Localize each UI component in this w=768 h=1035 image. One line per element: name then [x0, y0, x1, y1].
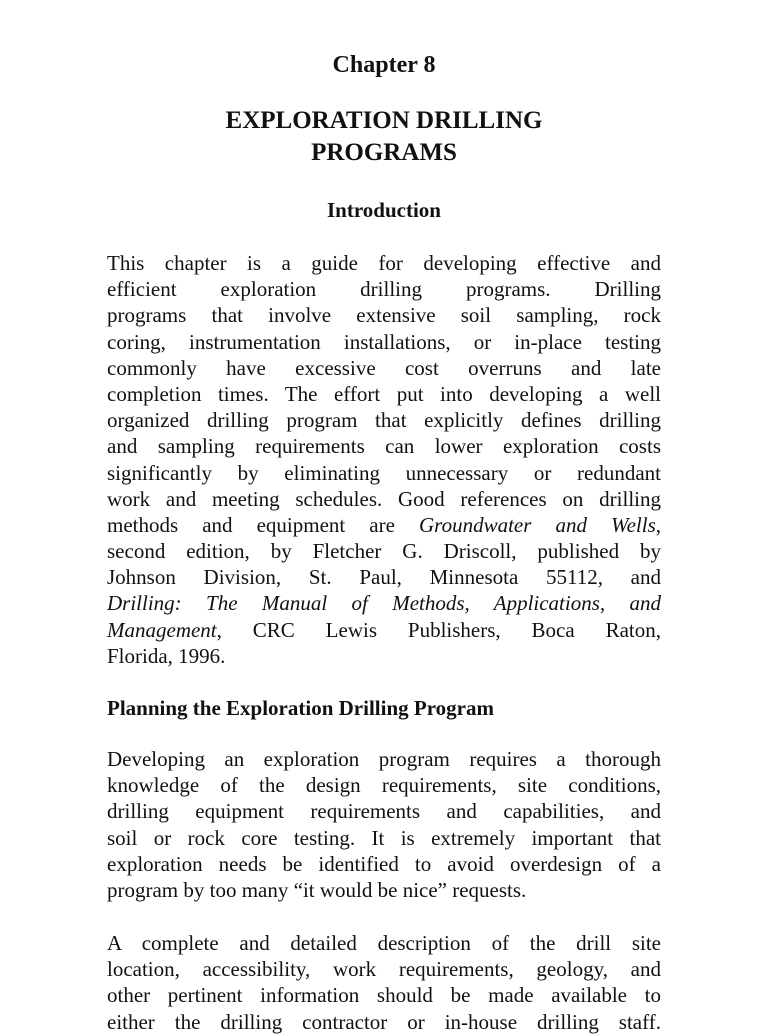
- text-run: methods and equipment are: [107, 512, 420, 537]
- reference-title-drilling: Drilling: The Manual of Methods, Applications, and: [107, 591, 661, 616]
- text-line: Johnson Division, St. Paul, Minnesota 55112, and: [107, 565, 661, 590]
- text-line: either the drilling contractor or in-house drilling staff.: [107, 1009, 661, 1034]
- text-line: [107, 590, 661, 616]
- text-line: significantly by eliminating unnecessary or redundant: [107, 460, 661, 485]
- planning-paragraph-2: [107, 930, 661, 1035]
- text-line: programs that involve extensive soil sampling, rock: [107, 303, 661, 328]
- text-line: soil or rock core testing. It is extremely important that: [107, 825, 661, 850]
- chapter-title-line-1: EXPLORATION DRILLING: [225, 107, 543, 134]
- text-line: A complete and detailed description of the drill site: [107, 931, 661, 955]
- document-page: [107, 0, 662, 1034]
- text-line: work and meeting schedules. Good references on drilling: [107, 486, 661, 511]
- planning-paragraph-1: [107, 746, 661, 903]
- introduction-paragraph: [107, 250, 661, 669]
- text-line: [107, 617, 661, 643]
- text-line: organized drilling program that explicitly defines drilling: [107, 408, 661, 433]
- text-line: Developing an exploration program requires a thorough: [107, 747, 661, 771]
- reference-title-drilling-cont: Management: [107, 617, 217, 642]
- planning-heading: Planning the Exploration Drilling Program: [107, 696, 494, 720]
- introduction-heading: Introduction: [327, 198, 441, 222]
- text-line: completion times. The effort put into developing a well: [107, 381, 661, 406]
- reference-title-groundwater: Groundwater and Wells: [419, 512, 656, 537]
- chapter-title-line-2: PROGRAMS: [311, 139, 457, 166]
- text-line: location, accessibility, work requirements, geology, and: [107, 957, 661, 982]
- text-line: and sampling requirements can lower exploration costs: [107, 434, 661, 459]
- text-line: efficient exploration drilling programs. Drilling: [107, 277, 661, 302]
- text-line: coring, instrumentation installations, or in-place testing: [107, 329, 661, 354]
- text-line: This chapter is a guide for developing effective and: [107, 251, 661, 275]
- text-line: drilling equipment requirements and capabilities, and: [107, 799, 661, 824]
- text-run: , CRC Lewis Publishers, Boca Raton,: [216, 617, 661, 642]
- text-line: second edition, by Fletcher G. Driscoll, published by: [107, 539, 661, 564]
- chapter-title: [107, 105, 661, 169]
- text-line: exploration needs be identified to avoid overdesign of a: [107, 851, 661, 876]
- text-line: other pertinent information should be made available to: [107, 983, 661, 1008]
- text-run: ,: [655, 512, 662, 537]
- text-line: knowledge of the design requirements, site conditions,: [107, 773, 661, 798]
- text-line: [107, 512, 661, 538]
- text-line: program by too many “it would be nice” requests.: [107, 877, 527, 902]
- chapter-label: Chapter 8: [332, 52, 436, 78]
- text-line: commonly have excessive cost overruns and late: [107, 355, 661, 380]
- text-line: Florida, 1996.: [107, 643, 226, 668]
